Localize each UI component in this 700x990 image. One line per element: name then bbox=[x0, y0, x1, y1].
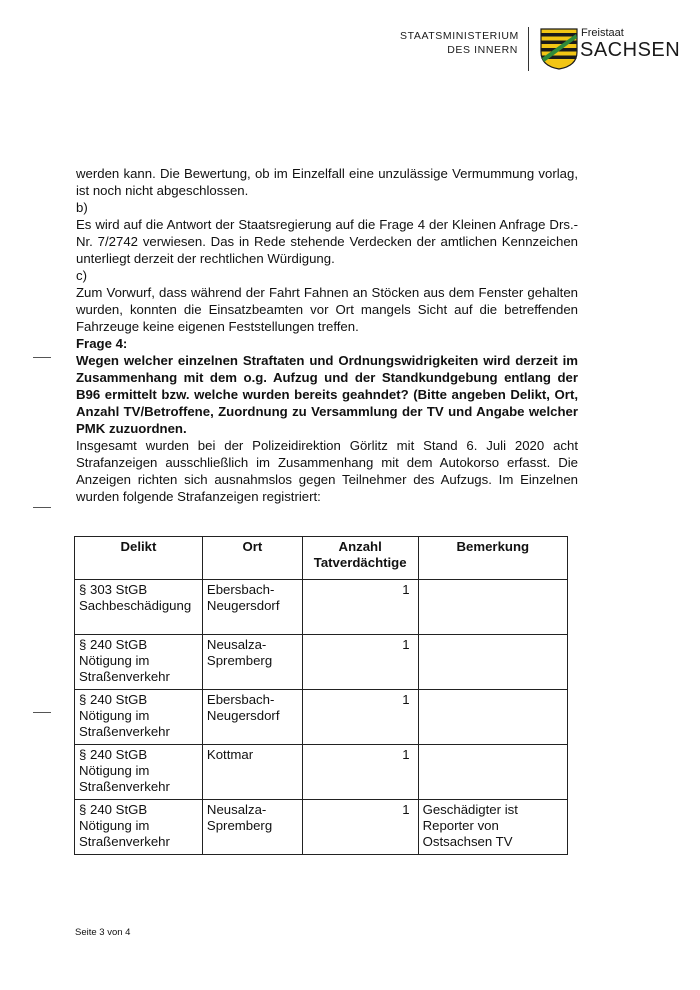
margin-mark bbox=[33, 357, 51, 358]
cell-bemerkung bbox=[418, 580, 567, 635]
table-row bbox=[75, 690, 568, 745]
sachsen-label: SACHSEN bbox=[580, 39, 681, 61]
cell-ort: Ebersbach-Neugersdorf bbox=[202, 690, 302, 745]
table-row bbox=[75, 580, 568, 635]
cell-anzahl: 1 bbox=[302, 635, 418, 690]
cell-bemerkung bbox=[418, 635, 567, 690]
cell-ort: Kottmar bbox=[202, 745, 302, 800]
header-ort: Ort bbox=[202, 537, 302, 580]
continued-paragraph: werden kann. Die Bewertung, ob im Einzelfall eine unzulässige Vermummung vorlag, ist noch nicht abgeschlossen. bbox=[76, 166, 578, 198]
header-anzahl: Anzahl Tatverdächtige bbox=[302, 537, 418, 580]
answer-b-text: Es wird auf die Antwort der Staatsregierung auf die Frage 4 der Kleinen Anfrage Drs.-Nr. 7/2742 verwiesen. Das in Rede stehende Verdecken der amtlichen Kennzeichen unterliegt derzeit der rechtlichen Würdigung. bbox=[76, 217, 578, 266]
cell-anzahl: 1 bbox=[302, 690, 418, 745]
page-number: Seite 3 von 4 bbox=[75, 927, 131, 938]
answer-c-label: c) bbox=[76, 268, 87, 283]
cell-ort: Neusalza-Spremberg bbox=[202, 635, 302, 690]
table-row bbox=[75, 745, 568, 800]
margin-mark bbox=[33, 712, 51, 713]
answer-c-text: Zum Vorwurf, dass während der Fahrt Fahnen an Stöcken aus dem Fenster gehalten wurden, konnten die Einsatzbeamten vor Ort mangels Sicht auf die betreffenden Fahrzeuge keine eigenen Feststellungen treffen. bbox=[76, 285, 578, 334]
question-4-text: Wegen welcher einzelnen Straftaten und Ordnungswidrigkeiten wird derzeit im Zusammenhang mit dem o.g. Aufzug und der Standkundgebung entlang der B96 ermittelt bzw. welche wurden bereits geahndet? (Bitte angeben Delikt, Ort, Anzahl TV/Betroffene, Zuordnung zu Versammlung der TV und Angabe welcher PMK zuzuordnen. bbox=[76, 353, 578, 436]
cell-delikt: § 240 StGB Nötigung im Straßenverkehr bbox=[75, 635, 203, 690]
cell-anzahl: 1 bbox=[302, 745, 418, 800]
header-delikt: Delikt bbox=[75, 537, 203, 580]
cell-anzahl: 1 bbox=[302, 580, 418, 635]
cell-bemerkung bbox=[418, 745, 567, 800]
cell-bemerkung: Geschädigter ist Reporter von Ostsachsen TV bbox=[418, 800, 567, 855]
answer-4-text: Insgesamt wurden bei der Polizeidirektion Görlitz mit Stand 6. Juli 2020 acht Strafanzeigen ausschließlich im Zusammenhang mit dem Autokorso erfasst. Die Anzeigen richten sich ausnahmslos gegen Teilnehmer des Aufzugs. Im Einzelnen wurden folgende Strafanzeigen registriert: bbox=[76, 438, 578, 504]
header-bemerkung: Bemerkung bbox=[418, 537, 567, 580]
question-4-label: Frage 4: bbox=[76, 336, 128, 351]
cell-ort: Ebersbach-Neugersdorf bbox=[202, 580, 302, 635]
answer-b-label: b) bbox=[76, 200, 88, 215]
saxony-coat-of-arms-icon bbox=[540, 28, 578, 70]
offenses-table bbox=[74, 536, 568, 855]
cell-delikt: § 240 StGB Nötigung im Straßenverkehr bbox=[75, 800, 203, 855]
cell-delikt: § 240 StGB Nötigung im Straßenverkehr bbox=[75, 745, 203, 800]
cell-delikt: § 240 StGB Nötigung im Straßenverkehr bbox=[75, 690, 203, 745]
table-row bbox=[75, 800, 568, 855]
header-divider bbox=[528, 27, 529, 71]
ministry-line-2: DES INNERN bbox=[447, 44, 518, 56]
cell-delikt: § 303 StGB Sachbeschädigung bbox=[75, 580, 203, 635]
freistaat-label: Freistaat bbox=[581, 27, 624, 39]
table-row bbox=[75, 635, 568, 690]
cell-ort: Neusalza-Spremberg bbox=[202, 800, 302, 855]
margin-mark bbox=[33, 507, 51, 508]
cell-anzahl: 1 bbox=[302, 800, 418, 855]
table-header-row bbox=[75, 537, 568, 580]
ministry-line-1: STAATSMINISTERIUM bbox=[400, 30, 519, 42]
ministry-name bbox=[400, 29, 518, 57]
document-body bbox=[76, 165, 578, 505]
cell-bemerkung bbox=[418, 690, 567, 745]
